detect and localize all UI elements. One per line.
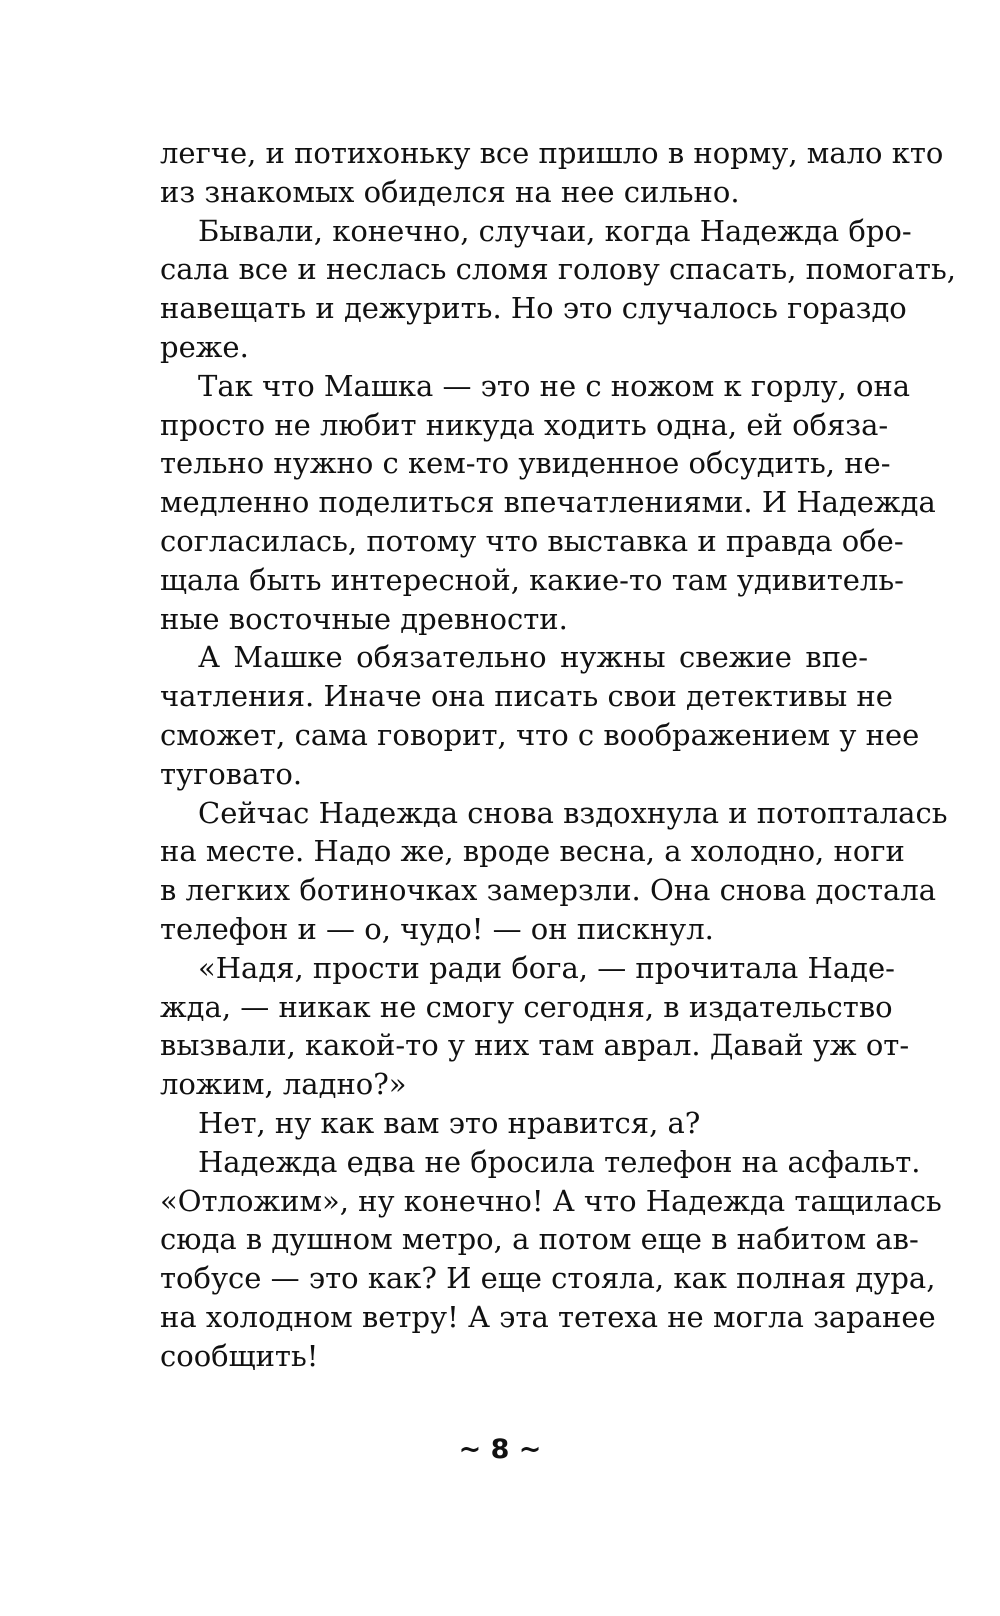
text-line: Бывали, конечно, случаи, когда Надежда бро- bbox=[198, 213, 912, 248]
text-line: сала все и неслась сломя голову спасать, помогать, bbox=[160, 252, 956, 287]
text-line: навещать и дежурить. Но это случалось гораздо bbox=[160, 291, 907, 326]
text-line: медленно поделиться впечатлениями. И Надежда bbox=[160, 485, 936, 520]
text-line: Так что Машка — это не с ножом к горлу, она bbox=[198, 368, 911, 403]
text-line: из знакомых обиделся на нее сильно. bbox=[160, 174, 740, 209]
text-line: Сейчас Надежда снова вздохнула и потопталась bbox=[198, 795, 948, 830]
text-line: на месте. Надо же, вроде весна, а холодно, ноги bbox=[160, 834, 905, 869]
text-line: телефон и — о, чудо! — он пискнул. bbox=[160, 911, 714, 946]
text-line: в легких ботиночках замерзли. Она снова достала bbox=[160, 873, 937, 908]
text-line: тельно нужно с кем-то увиденное обсудить, не- bbox=[160, 446, 891, 481]
body-text bbox=[160, 134, 956, 1376]
text-line: чатления. Иначе она писать свои детективы не bbox=[160, 679, 893, 714]
text-line: согласилась, потому что выставка и правда обе- bbox=[160, 523, 904, 558]
text-line: тобусе — это как? И еще стояла, как полная дура, bbox=[160, 1261, 936, 1296]
text-line: сообщить! bbox=[160, 1338, 319, 1373]
text-line: «Отложим», ну конечно! А что Надежда тащилась bbox=[160, 1183, 942, 1218]
page-number: ~ 8 ~ bbox=[458, 1434, 542, 1465]
text-line: туговато. bbox=[160, 756, 303, 791]
text-line: «Надя, прости ради бога, — прочитала Наде- bbox=[198, 950, 895, 985]
text-line: реже. bbox=[160, 329, 249, 364]
text-line: Надежда едва не бросила телефон на асфальт. bbox=[198, 1144, 921, 1179]
text-line: Нет, ну как вам это нравится, а? bbox=[198, 1105, 701, 1140]
text-line: ные восточные древности. bbox=[160, 601, 568, 636]
text-line: сможет, сама говорит, что с воображением у нее bbox=[160, 717, 920, 752]
text-line: ложим, ладно?» bbox=[160, 1067, 407, 1102]
text-line: вызвали, какой-то у них там аврал. Давай уж от- bbox=[160, 1028, 910, 1063]
text-line: А Машке обязательно нужны свежие впе- bbox=[198, 640, 868, 675]
text-line: на холодном ветру! А эта тетеха не могла заранее bbox=[160, 1299, 936, 1334]
text-line: легче, и потихоньку все пришло в норму, мало кто bbox=[160, 136, 944, 170]
text-line: просто не любит никуда ходить одна, ей обяза- bbox=[160, 407, 889, 442]
text-line: жда, — никак не смогу сегодня, в издательство bbox=[160, 989, 893, 1024]
text-line: щала быть интересной, какие-то там удивитель- bbox=[160, 562, 904, 597]
text-line: сюда в душном метро, а потом еще в набитом ав- bbox=[160, 1222, 919, 1257]
